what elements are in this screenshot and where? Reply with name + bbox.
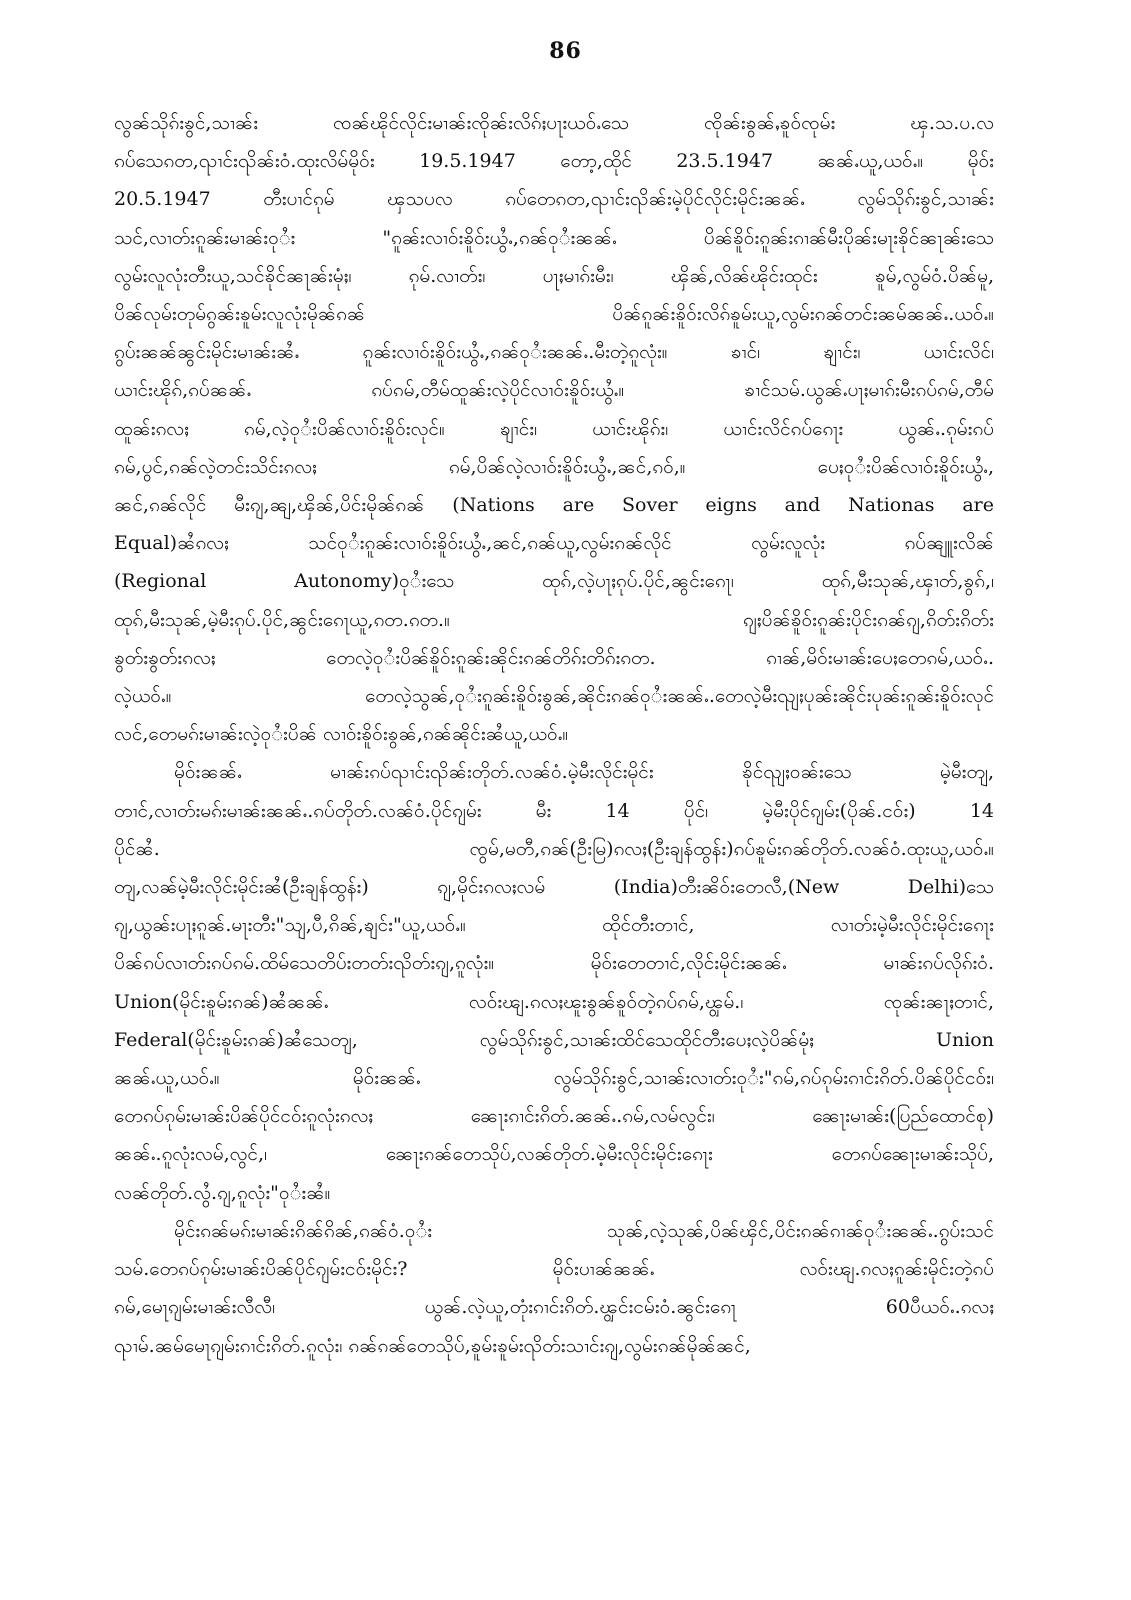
text-line: ထုၵ်,မီးသုၼ်,မဲ့မီးၵုပ်.ပိုင်,ၼွင်းၵေႃယူ,ၵတ.ၵတ.။ ၵျႈပိၼ်ၶိူဝ်းၵူၼ်းပိုင်းၵၼ်ၵျ,ၵိတ်းၵိတ်း [114, 608, 994, 631]
paragraph [114, 753, 994, 1211]
text-line: ၵမ်,ပွင်,ၵၼ်လဲ့တင်းသိင်းၵလႈ ၵမ်,ပိၼ်လဲ့လၢဝ်းၶိူဝ်းယွႆႉ,ၼင်,ၵဝ်,။ ပေႈဝုႆးပိၼ်လၢဝ်းၶိူဝ်းယွႆႉ, [114, 455, 994, 478]
text-line: သမ်.တေၵပ်ၵုမ်းမၢၼ်းပိၼ်ပိုင်ၵျမ်းငဝ်းမိုင်း? မိုဝ်းပၢၼ်ၼၼ်ႉ လဝ်းၽျ.ၵလႈၵူၼ်းမိုင်းတဲ့ၵပ် [114, 1258, 994, 1281]
text-line: ပိၼ်ၵပ်လၢတ်းၵပ်ၵမ်.ထိမ်သေတိပ်းတတ်းၺိတ်းၵျ,ၵူလုံး။ မိုဝ်းတေတၢင်,လိုင်းမိုင်းၼၼ်ႉ မၢၼ်းၵပ်လိုၵ်းဝံ. [114, 952, 994, 975]
text-line: (Regional Autonomy)ဝုႆးသေ ထုၵ်,လဲ့ပႃႈၵုပ်.ပိုင်,ၼွင်းၵေႃ၊ ထုၵ်,မီးသုၼ်,ၾၢတ်,ၶွၵ်,၊ [114, 570, 994, 593]
text-line: ၵမ်,မေႃၵျမ်းမၢၼ်းလီလီ၊ ယွၼ်.လဲ့ယူ,တုံးၵၢင်းၵိတ်.ၾွင်းငမ်းဝံ.ၼွင်းၵေႃ 60ပီယဝ်ႉ.ၵလႈ [114, 1296, 994, 1319]
text-line: လင်,တေမၵ်းမၢၼ်းလဲ့ဝုႆးပိၼ် လၢဝ်းၶိူဝ်းၶွၼ်,ၵၼ်ၼိုင်းၼႆယူ,ယဝ်ႉ။ [114, 723, 569, 746]
text-line: ၺၢမ်.ၼမ်မေႃၵျမ်းၵၢင်းၵိတ်.ၵူလုံး၊ ၵၼ်ၵၼ်တေသိုပ်,ၶူမ်းၶူမ်းၺိတ်းသၢင်းၵျ,လွမ်းၵၼ်မိုၼ်ၼင်, [114, 1334, 751, 1357]
text-line: သင်,လၢတ်းၵူၼ်းမၢၼ်းဝုႆး "ၵူၼ်းလၢဝ်းၶိူဝ်းယွႆႉ,ၵၼ်ဝုႆးၼၼ်ႉ ပိၼ်ၶိူဝ်းၵူၼ်းၵၢၼ်မီးပိုၼ်းမႃးၶိုင်ၼႃၼ်းသေ [114, 226, 994, 249]
text-line: လၼ်တိုတ်.လွႆ.ၵျ,ၵူလုံး"ဝုႆးၼႆ။ [114, 1181, 331, 1204]
text-line: ၶွတ်းၶွတ်းၵလႈ တေလဲ့ဝုႆးပိၼ်ၶိူဝ်းၵူၼ်းၼိုင်းၵၼ်တိၵ်းတိၵ်းၵတ. ၵၢၼ်,မိဝ်းမၢၼ်းပေႈတေၵမ်,ယဝ်ႉ. [114, 646, 994, 669]
text-line: ၵွပ်းၼၼ်ၼွင်းမိုင်းမၢၼ်းၼႆႉ ၵူၼ်းလၢဝ်းၶိူဝ်းယွႆႉ,ၵၼ်ဝုႆးၼၼ်ႉ.မီးတဲ့ၵူလုံး။ ၶၢင်၊ ၶျၢင်း၊ ယၢင်းလိင်၊ [114, 341, 994, 364]
text-line: မိုင်းၵၼ်မၵ်းမၢၼ်းၵိၼ်ၵိၼ်,ၵၼ်ဝံ.ဝုႆး သုၼ်,လဲ့သုၼ်,ပိၼ်ၾိင်,ပိင်းၵၼ်ၵၢၼ်ဝုႆးၼၼ်ႉ.ၵွပ်းသင် [174, 1219, 994, 1242]
page-number: 86 [549, 38, 582, 64]
text-line: 20.5.1947 တီးပၢင်ၵုမ် ၾသပလ ၵပ်တေၵတ,ၺၢင်းၺိၼ်းမဲ့ပိုင်လိုင်းမိုင်းၼၼ်ႉ လွမ်သိုၵ်းၶွင်,သၢၼ်း [114, 188, 994, 211]
text-line: တျ,လၼ်မဲ့မီးလိုင်းမိုင်းၼႆ(ဦးချန်ထွန်း) ၵျ,မိုင်းၵလႈလမ် (India)တီးၼိဝ်းတေလီ,(New Delhi)သေ [114, 876, 994, 899]
text-line: လွၼ်သိုၵ်းၶွင်,သၢၼ်း ၸၼ်ၽိုင်လိုင်းမၢၼ်းၸိုၼ်းလိၵ်ႈပႃးယဝ်ႉသေ ၸိုၼ်းၶွၼ်ႇၶူဝ်ၸုမ်း ၾ.သ.ပ.လ [114, 112, 994, 134]
text-line: တေၵပ်ၵုမ်းမၢၼ်းပိၼ်ပိုင်ငဝ်းၵူလုံးၵလႈ ၼေႃးၵၢင်းၵိတ်.ၼၼ်ႉ.ၵမ်,လမ်လွင်း၊ ၼေႃးမၢၼ်း(ပြည်ထောင်စု) [114, 1105, 994, 1128]
text-line: ၵျ,ယွၼ်းပႃႈၵူၼ်.မႃးတီး"သျ,ပီ,ၵိၼ်,ၶျင်း"ယူ,ယဝ်ႉ။ ထိုင်တီးတၢင်, လၢတ်းမဲ့မီးလိုင်းမိုင်းၵေႃး [114, 914, 994, 937]
paragraph [114, 104, 994, 753]
text-line: ၼင်,ၵၼ်လိုင် မီးၵျ,ၼျ,ၾိၼ်,ပိင်းမိုၼ်ၵၼ် (Nations are Sover eigns and Nationas are [114, 494, 994, 517]
text-line: ပိၼ်လုမ်းတုမ်ၵွၼ်းၶူမ်းလူလုံးမိုၼ်ၵၼ် ပိၼ်ၵူၼ်းၶိူဝ်းလိၵ်ၶူမ်းယူ,လွမ်းၵၼ်တင်းၼမ်ၼၼ်ႉ.ယဝ်ႉ။ [114, 303, 994, 326]
text-line: ထူၼ်းၵလႈ ၵမ်,လဲ့ဝုႆးပိၼ်လၢဝ်းၶိူဝ်းလုင်။ ၶျၢင်း၊ ယၢင်းၽိုၵ်း၊ ယၢင်းလိင်ၵပ်ၵေႃး ယွၼ်ႉ.ၵုမ်းၵပ် [114, 417, 994, 440]
paragraph [114, 1212, 994, 1365]
text-line: ၵပ်သေၵတ,ၺၢင်းၺိၼ်းဝံ.ထုးလိမ်မိုဝ်း 19.5.1947 တော့,ထိုင် 23.5.1947 ၼၼ်ႉယူ,ယဝ်ႉ။ မိုဝ်း [114, 150, 994, 173]
text-line: တၢင်,လၢတ်းမၵ်းမၢၼ်းၼၼ်ႉ.ၵပ်တိုတ်.လၼ်ဝံ.ပိုင်ၵျမ်း မီး 14 ပိုင်၊ မဲ့မီးပိုင်ၵျမ်း(ပိုၼ်.ငဝ်း) 14 [114, 799, 994, 822]
text-line: Federal(မိုင်းၶူမ်းၵၼ်)ၼႆသေတျ, လွမ်သိုၵ်းၶွင်,သၢၼ်းထိင်သေထိုင်တီးပေႈလဲ့ပိၼ်မုံႈ Union [114, 1028, 994, 1051]
text-line: လွမ်းလူလုံးတီးယူ,သင်ၶိုင်ၼႃၼ်းမုံႈ၊ ၵုမ်.လၢတ်း၊ ပႃႈမၢၵ်းမီး၊ ၾိၼ်,လိၼ်ၽိုင်းထုင်း ၶူမ်,လွမ်ဝံ.ပိၼ်မူ, [114, 264, 994, 287]
text-line: ယၢင်းၽိုၵ်,ၵပ်ၼၼ်ႉ ၵပ်ၵမ်,တီမ်ထူၼ်းလဲ့ပိုင်လၢဝ်းၶိူဝ်းယွႆႉ။ ၶၢင်သမ်.ယွၼ်ႉပႃႈမၢၵ်းမီးၵပ်ၵမ်,တီမ် [114, 379, 994, 402]
text-line: လဲ့ယဝ်ႉ။ တေလဲ့သွၼ်,ဝုႆးၵူၼ်းၶိူဝ်းၶွၼ်,ၼိုင်းၵၼ်ဝုႆးၼၼ်ႉ.တေလဲ့မီးၺျႈပုၼ်းၼိုင်းပုၼ်းၵူၼ်းၶိူဝ်းလုင် [114, 685, 994, 708]
text-line: ၼၼ်ႉ.ၵူလုံးလမ်,လွင်,၊ ၼေႃးၵၼ်တေသိုပ်,လၼ်တိုတ်.မဲ့မီးလိုင်းမိုင်းၵေႃး တေၵပ်ၼေႃးမၢၼ်းသိုပ်, [114, 1143, 994, 1166]
text-line: Union(မိုင်းၶူမ်းၵၼ်)ၼႆၼၼ်ႉ လဝ်းၽျ.ၵလႈၽူးၶွၼ်ၶူဝ်တဲ့ၵပ်ၵမ်,ၾွမ်.၊ ၸုၼ်းၼႃႈတၢင်, [114, 990, 994, 1013]
text-line: ပိုင်ၼႆ. ၸွမ်,မတီ,ၵၼ်(ဦးမြ)ၵလႈ(ဦးချန်ထွန်း)ၵပ်ၶူမ်းၵၼ်တိုတ်.လၼ်ဝံ.ထုးယူ,ယဝ်ႉ။ [114, 837, 994, 860]
text-line: ၼၼ်ႉယူ,ယဝ်ႉ။ မိုဝ်းၼၼ်ႉ လွမ်သိုၵ်းၶွင်,သၢၼ်းလၢတ်းဝုႆး"ၵမ်,ၵပ်ၵုမ်းၵၢင်းၵိတ်.ပိၼ်ပိုင်ငဝ်း၊ [114, 1067, 994, 1090]
body-text [114, 104, 994, 1365]
text-line: Equal)ၼႆၵလႈ သင်ဝုႆးၵူၼ်းလၢဝ်းၶိူဝ်းယွႆႉ,ၼင်,ၵၼ်ယူ,လွမ်းၵၼ်လိုင် လွမ်းလူလုံး ၵပ်ၼျူးလိၼ် [114, 532, 994, 555]
text-line: မိုဝ်းၼၼ်ႉ မၢၼ်းၵပ်ၺၢင်းၺိၼ်းတိုတ်.လၼ်ဝံ.မဲ့မီးလိုင်းမိုင်း ၶိုင်ၺျႈဝၼ်းသေ မဲ့မီးတျ, [174, 761, 994, 784]
